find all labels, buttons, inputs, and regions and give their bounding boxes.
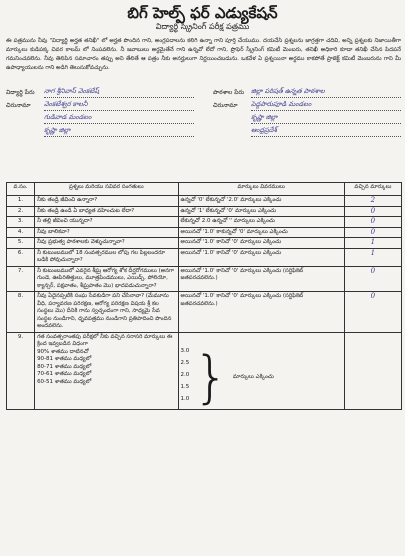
row-number: 8. — [7, 292, 35, 333]
row-number: 6. — [7, 248, 35, 266]
row-marks-rule: అయినచో '1.0' కానిచో '0' మార్కులు ఎక్కించు — [178, 248, 344, 266]
grade-point: 2.0 — [180, 371, 190, 378]
col-header-number: వ.సం. — [7, 183, 35, 196]
grade-item: 60-51 శాతము మధ్యలో — [37, 378, 92, 385]
table-header-row — [7, 183, 402, 196]
grade-point: 1.5 — [180, 383, 190, 390]
row-marks-rule: అయినచో '1.0' కాకున్నచో '0' మార్కులు ఎక్కించు — [178, 227, 344, 238]
row-question: నీ కుటుంబములో ఎవరైన శీఘ్ర ఆరోగ్య శోక దీర్ఘరోగములు (అనగా గుండె, ఊపిరితిత్తులు, మూత్రపిండములు, ఎయిడ్స్, పోలియో, క్యాన్సర్, పక్షవాతం, శీఘ్రపాతం మొ) భాదపడుచున్నారా? — [35, 266, 178, 292]
address-label: చిరునామా — [6, 102, 31, 109]
row-score-field[interactable]: 1 — [344, 238, 401, 249]
col-header-questions: ప్రశ్నలు మరియు సవివర సంగతులు — [35, 183, 178, 196]
row-score-field[interactable] — [344, 332, 401, 409]
table-row — [7, 238, 402, 249]
col-header-marks-details: మార్కులు వివరములు — [178, 183, 344, 196]
grade-point: 1.0 — [180, 395, 190, 402]
table-row — [7, 206, 402, 217]
row-marks-rule: ఉన్నచో '0' లేకున్నచో '2.0' మార్కులు ఎక్కించు — [178, 196, 344, 207]
row-marks-rule: అయినచో '1.0' కానిచో '0' మార్కులు ఎక్కించు (సర్టిఫికెట్ జతపరచవలెను.) — [178, 266, 344, 292]
table-row — [7, 227, 402, 238]
address-right-label: చిరునామా — [213, 102, 238, 109]
row-score-field[interactable]: 0 — [344, 206, 401, 217]
row-score-field[interactable]: 0 — [344, 266, 401, 292]
address-field-2[interactable]: గుడివాడ మండలం — [44, 113, 194, 124]
row-score-field[interactable]: 1 — [344, 248, 401, 266]
row-marks-rule: లేకున్నచో 2.0 ఉన్నచో '' మార్కులు ఎక్కించు — [178, 217, 344, 228]
brace-icon: } — [193, 344, 229, 410]
row-number: 2. — [7, 206, 35, 217]
table-row — [7, 196, 402, 207]
address-right-1[interactable]: పెద్దపారుపూడి మండలం — [251, 100, 401, 111]
row-score-field[interactable]: 2 — [344, 196, 401, 207]
row-score-field[interactable]: 0 — [344, 292, 401, 333]
table-row — [7, 332, 402, 409]
grade-list — [37, 349, 175, 387]
marks-instruction: మార్కులు ఎక్కించు — [232, 373, 274, 380]
school-name-field[interactable]: జిల్లా పరిషత్ ఉన్నత పాఠశాల — [251, 87, 401, 98]
grade-item: 70-61 శాతము మధ్యలో — [37, 371, 92, 377]
school-label: పాఠశాల పేరు — [213, 89, 245, 96]
col-header-score: వచ్చిన మార్కులు — [344, 183, 401, 196]
grade-points — [181, 348, 190, 408]
grade-item: 90-81 శాతము మధ్యలో — [37, 356, 92, 362]
row-number: 7. — [7, 266, 35, 292]
address-right-3[interactable]: ఆంధ్రప్రదేశ్ — [251, 126, 401, 137]
screening-table — [6, 182, 402, 410]
row-number: 5. — [7, 238, 35, 249]
row-number: 3. — [7, 217, 35, 228]
grades-intro: గత సంవత్సరాంతపు పరీక్షలో నీకు వచ్చిన సరాసరి మార్కులు ఈ క్రింద ఇవ్వబడిన విధంగా — [37, 333, 173, 347]
row-question: నీకు తండ్రి ఉండి ఏ బాధ్యత వహించుట లేదా? — [35, 206, 178, 217]
student-name-field[interactable]: నాగ శ్రీనివాస్ వెంకటేష్ — [44, 87, 194, 98]
row-question: నీ తల్లి జీవించి యున్నదా? — [35, 217, 178, 228]
page-subtitle: విద్యార్థి స్క్రీనింగ్ పరీక్ష పత్రము — [155, 22, 250, 31]
student-name-label: విద్యార్థి పేరు — [6, 89, 35, 96]
row-number: 9. — [7, 332, 35, 409]
row-question — [35, 332, 178, 409]
row-score-field[interactable]: 0 — [344, 227, 401, 238]
table-row — [7, 292, 402, 333]
row-number: 1. — [7, 196, 35, 207]
table-row — [7, 248, 402, 266]
address-field-1[interactable]: వెంకటేశ్వర కాలనీ — [44, 100, 194, 111]
address-right-2[interactable]: కృష్ణా జిల్లా — [251, 113, 401, 124]
instructions-paragraph: ఈ పత్రమును నీవు "విద్యార్థి అర్హత తనిఖీ" లో అర్హత పొందిన గాని, అంగ్లపదాలను కలిగి ఉన్నా గాని పూర్తి చేయుము. దయచేసి ప్రశ్నలను జాగ్రత్తగా చదివి, అన్ని ప్రశ్నలకు నిజాయితీగా మార్కులు కుడిపక్క చివర కాలమ్ లో నింపవలెను. నీ జవాబులు అర్థమైతేనే గాని ఉన్నవో లేదో గాని, ప్రొఫెర్ స్క్రీనింగ్ కమిటీ మెంబరు, తనిఖీ అధికారి కూడా తనిఖీ చేసిన పిదపనే గమనించవలెను. నీవు తెలిపిన సమాచారం తప్పు అని తేలితే ఆ పత్రం నీకు అనర్హులుగా నిర్ణయించబడును. ఒకవేళ ఏ ప్రశ్నయినా అర్థము కాకపోతే ప్రాజెక్ట్ కమిటీ మెంబరును గాని మీ ఉపాధ్యాయులను గాని అడిగి తెలుసుకోవచ్చును. — [6, 38, 401, 71]
row-question: నీ కుటుంబములో 18 సంవత్సరముల లోపు గల పిల్లలందరూ బడికి పోవుచున్నారా? — [35, 248, 178, 266]
row-marks-rule — [178, 332, 344, 409]
row-question: నీవు బాలికవా? — [35, 227, 178, 238]
row-question: నీవు ఏదైనప్పటికి సంఘ సేవకుడిగా పని చేసినావా? (మేమూను వీధి, పర్యావరణ పరిరక్షణ, ఆరోగ్య పరిరక్షణ విషయ శ్రీ కల సంస్థలు మొ) దీనికి గాను స్వచ్ఛందంగా గాని, సాధ్యమై సేవ సంస్థల నుండిగాని, ధృవపత్రము నుండిగాని ప్రతిపాదించి పొందిన అందవలెను. — [35, 292, 178, 333]
grade-point: 2.5 — [180, 359, 190, 366]
page-title: బిగ్ హెల్ప్ ఫర్ ఎడ్యుకేషన్ — [127, 4, 278, 22]
table-row — [7, 266, 402, 292]
grade-point: 3.0 — [180, 347, 190, 354]
row-question: నీవు ప్రభుత్వ పాఠశాలకు వెళ్ళుచున్నావా? — [35, 238, 178, 249]
row-marks-rule: అయినచో '1.0' కానిచో '0' మార్కులు ఎక్కించు (సర్టిఫికెట్ జతపరచవలెను.) — [178, 292, 344, 333]
student-details-form — [6, 87, 402, 139]
row-marks-rule: అయినచో '1.0' కానిచో '0' మార్కులు ఎక్కించు — [178, 238, 344, 249]
row-number: 4. — [7, 227, 35, 238]
grade-item: 90% శాతము దాటినచో — [37, 348, 89, 355]
row-question: నీకు తండ్రి జీవించి ఉన్నారా? — [35, 196, 178, 207]
grade-item: 80-71 శాతము మధ్యలో — [37, 363, 92, 370]
address-field-3[interactable]: కృష్ణా జిల్లా — [44, 126, 194, 137]
row-score-field[interactable]: 0 — [344, 217, 401, 228]
row-marks-rule: ఉన్నచో '1' లేకున్నచో '0' మార్కులు ఎక్కించు — [178, 206, 344, 217]
table-row — [7, 217, 402, 228]
